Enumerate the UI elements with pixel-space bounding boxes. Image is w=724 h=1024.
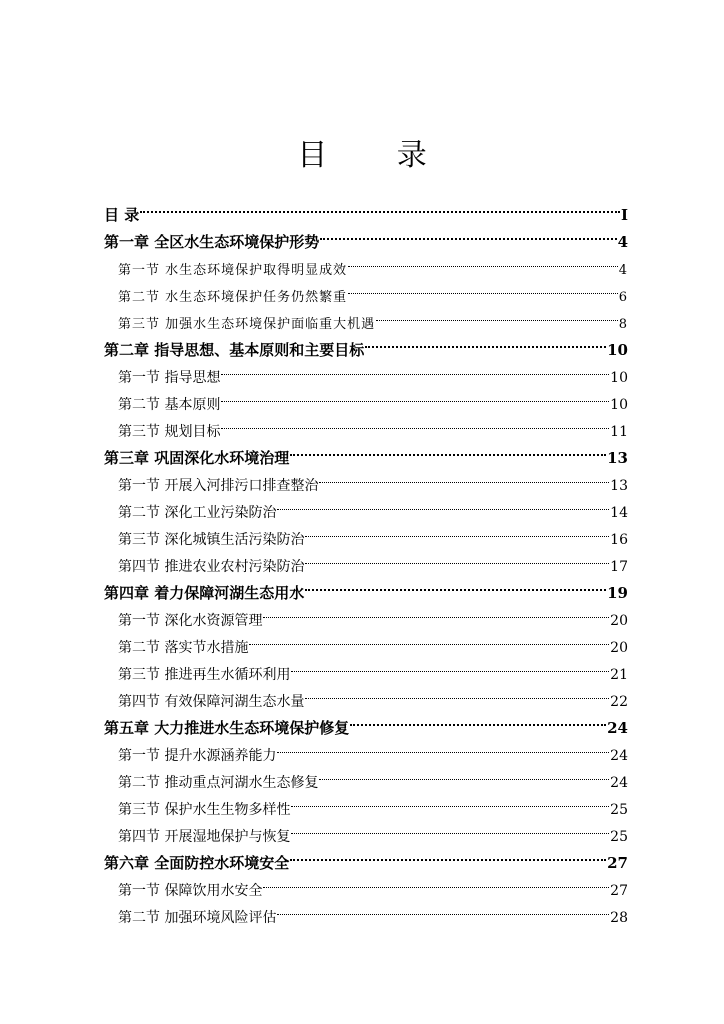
toc-page-number: 13 (607, 449, 628, 467)
toc-dot-leader (249, 625, 609, 652)
toc-dot-leader (365, 328, 606, 355)
toc-dot-leader (291, 787, 609, 814)
toc-entry-title: 第三节 规划目标 (118, 424, 221, 440)
toc-chapter-entry[interactable] (104, 193, 628, 224)
toc-entry-title: 第四节 推进农业农村污染防治 (118, 559, 305, 575)
toc-dot-leader (290, 841, 606, 868)
toc-page-number: 13 (610, 478, 628, 494)
toc-entry-title: 第四节 有效保障河湖生态水量 (118, 694, 305, 710)
toc-entry-title: 第六章 全面防控水环境安全 (104, 854, 290, 872)
toc-entry-title: 第三节 深化城镇生活污染防治 (118, 532, 305, 548)
toc-entry-title: 第五章 大力推进水生态环境保护修复 (104, 719, 350, 737)
toc-dot-leader (291, 652, 609, 679)
toc-dot-leader (277, 733, 609, 760)
toc-page-number: 4 (617, 233, 628, 251)
toc-dot-leader (319, 463, 609, 490)
toc-page-number: 24 (610, 748, 628, 764)
toc-dot-leader (348, 247, 618, 274)
toc-page-number: 20 (610, 613, 628, 629)
toc-page-number: 14 (610, 505, 628, 521)
toc-entry-title: 第一章 全区水生态环境保护形势 (104, 233, 320, 251)
toc-dot-leader (320, 220, 616, 247)
toc-page-number: 4 (618, 263, 628, 278)
toc-dot-leader (376, 301, 618, 328)
toc-entry-title: 第三章 巩固深化水环境治理 (104, 449, 290, 467)
toc-entry-title: 第三节 保护水生生物多样性 (118, 802, 291, 818)
toc-page-number: I (620, 206, 628, 224)
toc-page-number: 20 (610, 640, 628, 656)
toc-dot-leader (305, 544, 609, 571)
toc-dot-leader (291, 814, 609, 841)
toc-page-number: 27 (610, 883, 628, 899)
toc-page-number: 6 (618, 290, 628, 305)
toc-dot-leader (305, 571, 606, 598)
toc-page-number: 17 (610, 559, 628, 575)
toc-page-number: 10 (607, 341, 628, 359)
toc-page-number: 24 (610, 775, 628, 791)
toc-dot-leader (221, 355, 609, 382)
toc-entry-title: 第四节 开展湿地保护与恢复 (118, 829, 291, 845)
toc-entry-title: 第二节 基本原则 (118, 397, 221, 413)
toc-page-number: 22 (610, 694, 628, 710)
toc-page-number: 21 (610, 667, 628, 683)
toc-dot-leader (350, 706, 606, 733)
page-title: 目 录 (297, 138, 457, 173)
toc-entry-title: 目 录 (104, 206, 140, 224)
toc-page-number: 11 (610, 424, 628, 440)
toc-dot-leader (140, 193, 620, 220)
toc-entry-title: 第二节 水生态环境保护任务仍然繁重 (118, 290, 348, 305)
toc-dot-leader (319, 760, 609, 787)
toc-entry-title: 第二节 落实节水措施 (118, 640, 249, 656)
toc-dot-leader (221, 409, 609, 436)
toc-page-number: 25 (610, 829, 628, 845)
toc-page-number: 16 (610, 532, 628, 548)
toc-entry-title: 第三节 加强水生态环境保护面临重大机遇 (118, 317, 376, 332)
toc-entry-title: 第三节 推进再生水循环利用 (118, 667, 291, 683)
toc-entry-title: 第二节 深化工业污染防治 (118, 505, 277, 521)
toc-entry-title: 第二节 加强环境风险评估 (118, 910, 277, 926)
toc-page-number: 19 (607, 584, 628, 602)
toc-entry-title: 第一节 提升水源涵养能力 (118, 748, 277, 764)
toc-entry-title: 第一节 指导思想 (118, 370, 221, 386)
toc-entry-title: 第二章 指导思想、基本原则和主要目标 (104, 341, 365, 359)
toc-dot-leader (263, 598, 609, 625)
toc-entry-title: 第二节 推动重点河湖水生态修复 (118, 775, 319, 791)
toc-entry-title: 第一节 保障饮用水安全 (118, 883, 263, 899)
toc-dot-leader (221, 382, 609, 409)
toc-chapter-entry[interactable] (104, 220, 628, 251)
toc-dot-leader (277, 895, 609, 922)
toc-page-number: 24 (607, 719, 628, 737)
table-of-contents (104, 193, 628, 926)
toc-page-number: 25 (610, 802, 628, 818)
toc-page-number: 10 (610, 370, 628, 386)
toc-dot-leader (263, 868, 609, 895)
toc-dot-leader (348, 274, 618, 301)
toc-entry-title: 第一节 深化水资源管理 (118, 613, 263, 629)
toc-page-number: 27 (607, 854, 628, 872)
toc-dot-leader (305, 517, 609, 544)
toc-dot-leader (277, 490, 609, 517)
toc-page-number: 28 (610, 910, 628, 926)
toc-dot-leader (305, 679, 609, 706)
toc-entry-title: 第一节 水生态环境保护取得明显成效 (118, 263, 348, 278)
toc-dot-leader (290, 436, 606, 463)
toc-entry-title: 第一节 开展入河排污口排查整治 (118, 478, 319, 494)
toc-page-number: 10 (610, 397, 628, 413)
toc-entry-title: 第四章 着力保障河湖生态用水 (104, 584, 305, 602)
toc-page-number: 8 (618, 317, 628, 332)
